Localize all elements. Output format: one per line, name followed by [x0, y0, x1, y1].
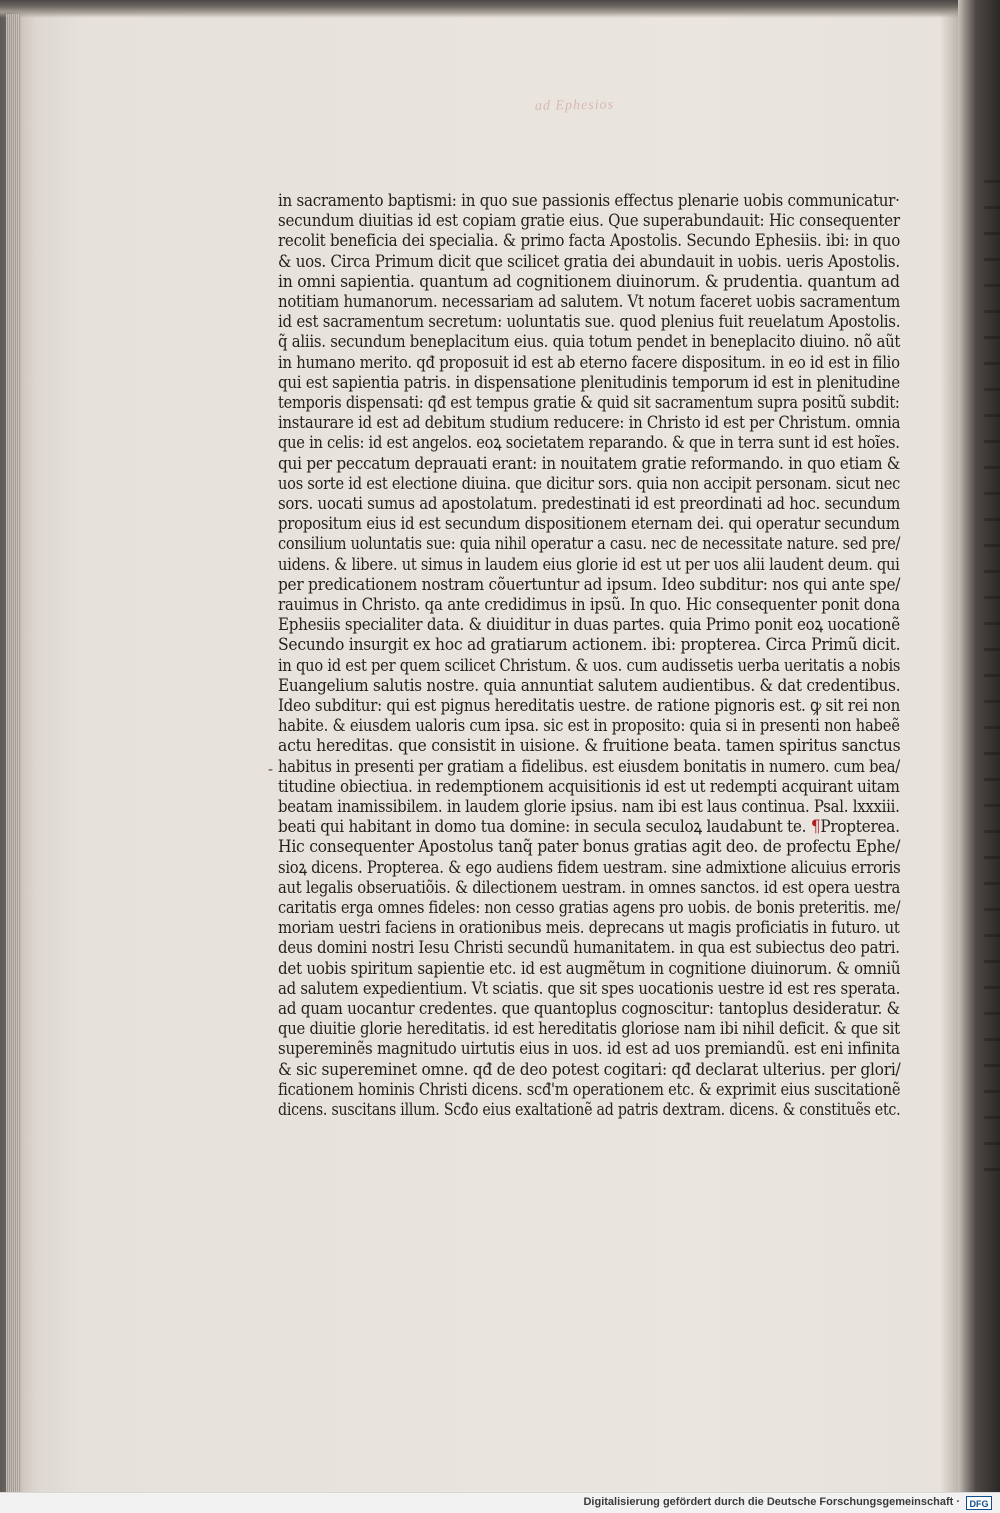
- text-line: in quo id est per quem scilicet Christum. & uos. cum audissetis uerba ueritatis a nobis: [278, 655, 901, 676]
- text-line: in humano merito. qđ proposuit id est ab eterno facere dispositum. in eo id est in filio: [278, 352, 900, 373]
- text-line: secundum diuitias id est copiam gratie eius. Que superabundauit: Hic consequenter: [278, 211, 900, 232]
- text-line: sors. uocati sumus ad apostolatum. predestinati id est preordinati ad hoc. secundum: [278, 494, 901, 514]
- facing-page-edge: [984, 180, 1000, 1180]
- text-line: Euangelium salutis nostre. quia annuntiat salutem audientibus. & dat credentibus.: [278, 675, 901, 696]
- text-line: ficationem hominis Christi dicens. scđ'm operationem etc. & exprimit eius suscitationẽ: [278, 1079, 901, 1100]
- text-line: qui per peccatum deprauati erant: in nouitatem gratie reformando. in quo etiam &: [278, 453, 901, 474]
- text-line: & sic supereminet omne. qđ de deo potest cogitari: qđ declarat ulterius. per glori/: [278, 1059, 901, 1080]
- text-line: Hic consequenter Apostolus tanq̃ pater bonus gratias agit deo. de profectu Ephe/: [278, 837, 901, 858]
- text-line: supereminẽs magnitudo uirtutis eius in uos. id est ad uos premiandũ. est eni infinita: [278, 1039, 900, 1060]
- text-line: Ideo subditur: qui est pignus hereditatis uestre. de ratione pignoris est. ꝙ sit rei non: [278, 696, 900, 716]
- book-top-edge: [0, 0, 1000, 18]
- text-line: uidens. & libere. ut simus in laudem eius glorie id est ut per uos alii laudent deum. qui: [278, 554, 900, 575]
- text-line: beatam inamissibilem. in laudem glorie ipsius. nam ibi est laus continua. Psal. lxxxiii.: [278, 797, 900, 817]
- text-line: instaurare id est ad debitum studium reducere: in Christo id est per Christum. omnia: [278, 413, 901, 434]
- text-line: notitiam humanorum. necessariam ad salutem. Vt notum faceret uobis sacramentum: [278, 292, 901, 312]
- text-line: rauimus in Christo. qa ante credidimus in ipsũ. In quo. Hic consequenter ponit dona: [278, 595, 901, 615]
- dfg-logo: DFG: [966, 1496, 992, 1510]
- text-line: que in celis: id est angelos. eoꝝ societatem reparando. & que in terra sunt id est hoĩes.: [278, 433, 900, 454]
- text-line: in sacramento baptismi: in quo sue passionis effectus plenarie uobis communicatur·: [278, 191, 900, 211]
- text-line: habitus in presenti per gratiam a fidelibus. est eiusdem bonitatis in numero. cum bea/: [278, 756, 901, 777]
- text-line: ad quam uocantur credentes. que quantoplus cognoscitur: tantoplus desideratur. &: [278, 999, 900, 1019]
- text-line: q̃ aliis. secundum beneplacitum eius. quia totum pendet in beneplacito diuino. nõ aũt: [278, 332, 901, 353]
- text-line: det uobis spiritum sapientie etc. id est augmẽtum in cognitione diuinorum. & omniũ: [278, 958, 901, 979]
- text-line: actu hereditas. que consistit in uisione. & fruitione beata. tamen spiritus sanctus: [278, 736, 901, 757]
- running-head: ad Ephesios: [534, 97, 615, 114]
- text-line: qui est sapientia patris. in dispensatione plenitudinis temporum id est in plenitudine: [278, 372, 900, 393]
- text-line: caritatis erga omnes fideles: non cesso gratias agens pro uobis. de bonis preteritis. me/: [278, 898, 901, 918]
- text-line: deus domini nostri Iesu Christi secundũ humanitatem. in qua est subiectus deo patri.: [278, 938, 900, 959]
- footer-bar: [0, 1492, 1000, 1513]
- text-line: Ephesiis specialiter data. & diuiditur in duas partes. quia Primo ponit eoꝝ uocationẽ: [278, 615, 900, 636]
- page-stack-edge: [6, 14, 20, 1504]
- text-line: que diuitie glorie hereditatis. id est hereditatis gloriose nam ibi nihil deficit. & que sit: [278, 1019, 900, 1040]
- text-line: aut legalis obseruatiõis. & dilectionem uestram. in omnes sanctos. id est opera uestra: [278, 877, 901, 898]
- text-line: propositum eius id est secundum dispositionem eternam dei. qui operatur secundum: [278, 514, 900, 535]
- text-block: [278, 191, 918, 1120]
- text-line: & uos. Circa Primum dicit que scilicet gratia dei abundauit in uobis. ueris Apostolis.: [278, 251, 900, 272]
- digitization-credit: Digitalisierung gefördert durch die Deutsche Forschungsgemeinschaft ·: [583, 1496, 960, 1508]
- text-line: ad salutem expedientium. Vt sciatis. que sit spes uocationis uestre id est res sperata.: [278, 978, 901, 999]
- text-line: recolit beneficia dei specialia. & primo facta Apostolis. Secundo Ephesiis. ibi: in quo: [278, 231, 900, 252]
- text-line: dicens. suscitans illum. Scđo eius exaltationẽ ad patris dextram. dicens. & constituẽs etc.: [278, 1100, 901, 1120]
- text-line: temporis dispensati: qđ est tempus gratie & quid sit sacramentum supra positũ subdit:: [278, 393, 900, 413]
- text-line: moriam uestri faciens in orationibus meis. deprecans ut magis proficiatis in futuro. ut: [278, 918, 900, 939]
- rubric-word: Propterea.: [820, 817, 900, 838]
- text-line: in omni sapientia. quantum ad cognitionem diuinorum. & prudentia. quantum ad: [278, 271, 900, 292]
- text-line: uos sorte id est electione diuina. que dicitur sors. quia non accipit personam. sicut nec: [278, 473, 901, 494]
- text-line: sioꝝ dicens. Propterea. & ego audiens fidem uestram. sine admixtione alicuius erroris: [278, 857, 901, 878]
- text-line: beati qui habitant in domo tua domine: in secula seculoꝝ laudabunt te. ¶Propterea.: [278, 817, 900, 838]
- margin-mark: -: [268, 762, 274, 778]
- text-line: id est sacramentum secretum: uoluntatis sue. quod plenius fuit reuelatum Apostolis.: [278, 312, 901, 333]
- rubric-marker: ¶: [810, 817, 821, 838]
- text-line: Secundo insurgit ex hoc ad gratiarum actionem. ibi: propterea. Circa Primũ dicit.: [278, 635, 901, 656]
- text-line: consilium uoluntatis sue: quia nihil operatur a casu. nec de necessitate nature. sed pre/: [278, 534, 901, 555]
- text-line: per predicationem nostram cõuertuntur ad ipsum. Ideo subditur: nos qui ante spe/: [278, 574, 901, 595]
- text-line: habite. & eiusdem ualoris cum ipsa. sic est in proposito: quia si in presenti non habeẽ: [278, 716, 900, 737]
- text-line: titudine obiectiua. in redemptionem acquisitionis id est ut redempti acquirant uitam: [278, 776, 900, 797]
